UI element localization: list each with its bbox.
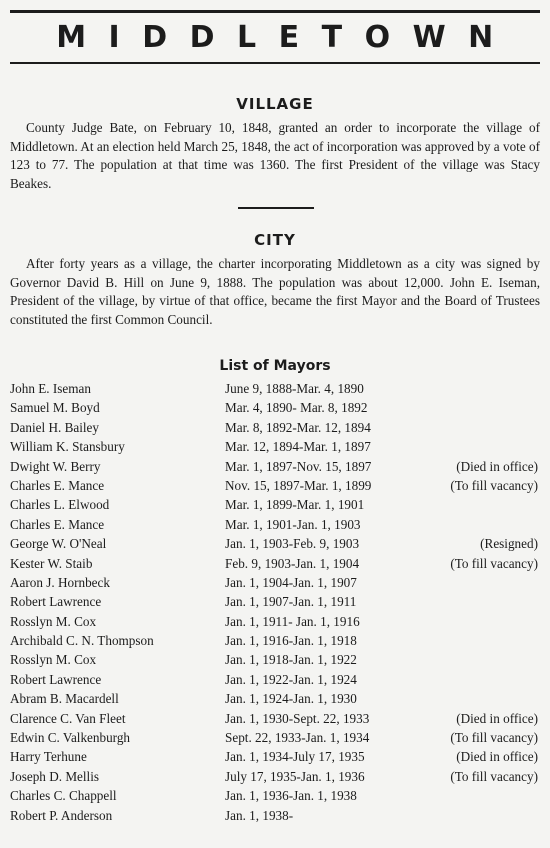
mayor-name: Dwight W. Berry (10, 458, 101, 474)
mayor-row (10, 476, 540, 495)
mayor-name: Aaron J. Hornbeck (10, 574, 110, 590)
mayor-term: Jan. 1, 1936-Jan. 1, 1938 (225, 788, 357, 804)
mayor-row (10, 806, 540, 825)
mayor-row (10, 747, 540, 766)
mayor-row (10, 612, 540, 631)
mayor-term: Mar. 1, 1899-Mar. 1, 1901 (225, 497, 365, 513)
mayor-row (10, 515, 540, 534)
mayor-name: Robert P. Anderson (10, 807, 113, 823)
mayors-list-heading: List of Mayors (219, 358, 331, 374)
village-paragraph: County Judge Bate, on February 10, 1848, granted an order to incorporate the village of Middletown. At an election held March 25, 1848, the act of incorporation was approved by a vote of 123 to 77. The population at that time was 1360. The first President of the village was Stacy Beakes. (10, 120, 540, 191)
mayor-name: Samuel M. Boyd (10, 400, 100, 416)
mayor-name: George W. O'Neal (10, 536, 107, 552)
mayor-note: (Died in office) (456, 749, 538, 765)
mayor-name: Robert Lawrence (10, 671, 102, 687)
mayor-name: Robert Lawrence (10, 594, 102, 610)
mayor-row (10, 573, 540, 592)
mayor-name: Charles C. Chappell (10, 788, 117, 804)
section-divider (238, 207, 314, 209)
mayor-row (10, 437, 540, 456)
mayor-row (10, 554, 540, 573)
mayor-name: Daniel H. Bailey (10, 419, 99, 435)
mayor-name: William K. Stansbury (10, 439, 125, 455)
mayor-row (10, 398, 540, 417)
mayor-row (10, 728, 540, 747)
mayor-term: Jan. 1, 1904-Jan. 1, 1907 (225, 574, 357, 590)
mayor-term: Mar. 4, 1890- Mar. 8, 1892 (225, 400, 368, 416)
page-title: MIDDLETOWN (56, 20, 516, 55)
mayor-term: Jan. 1, 1930-Sept. 22, 1933 (225, 710, 370, 726)
mayor-name: Kester W. Staib (10, 555, 93, 571)
mayor-note: (To fill vacancy) (450, 730, 538, 746)
mayor-name: Charles E. Mance (10, 516, 105, 532)
mayor-name: Joseph D. Mellis (10, 768, 100, 784)
mayor-row (10, 418, 540, 437)
mayor-term: Jan. 1, 1907-Jan. 1, 1911 (225, 594, 357, 610)
mayor-term: Mar. 12, 1894-Mar. 1, 1897 (225, 439, 371, 455)
mayor-term: Jan. 1, 1916-Jan. 1, 1918 (225, 633, 357, 649)
mayor-name: Archibald C. N. Thompson (10, 633, 154, 649)
mayor-note: (To fill vacancy) (450, 477, 538, 493)
mayor-term: Jan. 1, 1922-Jan. 1, 1924 (225, 671, 357, 687)
title-underline (10, 62, 540, 64)
mayor-term: Sept. 22, 1933-Jan. 1, 1934 (225, 730, 370, 746)
mayor-row (10, 457, 540, 476)
mayor-row (10, 650, 540, 669)
mayor-name: Abram B. Macardell (10, 691, 119, 707)
mayor-name: Rosslyn M. Cox (10, 613, 97, 629)
mayor-term: Jan. 1, 1924-Jan. 1, 1930 (225, 691, 357, 707)
mayor-name: Clarence C. Van Fleet (10, 710, 126, 726)
mayor-row (10, 495, 540, 514)
mayor-row (10, 786, 540, 805)
mayor-term: Jan. 1, 1934-July 17, 1935 (225, 749, 365, 765)
top-rule (10, 10, 540, 13)
mayor-term: Jan. 1, 1918-Jan. 1, 1922 (225, 652, 357, 668)
mayor-row (10, 689, 540, 708)
village-heading: VILLAGE (236, 95, 314, 113)
mayor-row (10, 709, 540, 728)
mayor-name: John E. Iseman (10, 381, 91, 396)
city-paragraph: After forty years as a village, the charter incorporating Middletown as a city was signed by Governor David B. Hill on June 9, 1888. The population was about 12,000. John E. Iseman, President of the village, by virtue of that office, became the first Mayor and the Board of Trustees constituted the first Common Council. (10, 256, 540, 327)
mayor-note: (To fill vacancy) (450, 555, 538, 571)
mayor-term: Jan. 1, 1938- (225, 807, 294, 823)
mayor-term: July 17, 1935-Jan. 1, 1936 (225, 768, 365, 784)
mayor-term: Mar. 1, 1897-Nov. 15, 1897 (225, 458, 372, 474)
mayor-term: Mar. 1, 1901-Jan. 1, 1903 (225, 516, 361, 532)
mayor-name: Rosslyn M. Cox (10, 652, 97, 668)
mayor-row (10, 592, 540, 611)
mayor-name: Edwin C. Valkenburgh (10, 730, 131, 746)
mayors-list (10, 379, 540, 825)
mayor-row (10, 670, 540, 689)
mayor-name: Charles L. Elwood (10, 497, 110, 513)
mayor-term: Mar. 8, 1892-Mar. 12, 1894 (225, 419, 371, 435)
mayor-note: (Died in office) (456, 710, 538, 726)
mayor-row (10, 767, 540, 786)
mayor-note: (Died in office) (456, 458, 538, 474)
mayor-note: (To fill vacancy) (450, 768, 538, 784)
mayor-row (10, 631, 540, 650)
mayor-term: June 9, 1888-Mar. 4, 1890 (225, 381, 364, 396)
mayor-row (10, 534, 540, 553)
mayor-term: Feb. 9, 1903-Jan. 1, 1904 (225, 555, 360, 571)
mayor-row (10, 379, 540, 398)
mayor-note: (Resigned) (480, 536, 538, 552)
mayor-term: Jan. 1, 1911- Jan. 1, 1916 (225, 613, 360, 629)
mayor-term: Nov. 15, 1897-Mar. 1, 1899 (225, 477, 372, 493)
city-heading: CITY (254, 231, 296, 249)
mayor-name: Charles E. Mance (10, 477, 105, 493)
mayor-term: Jan. 1, 1903-Feb. 9, 1903 (225, 536, 360, 552)
mayor-name: Harry Terhune (10, 749, 87, 765)
